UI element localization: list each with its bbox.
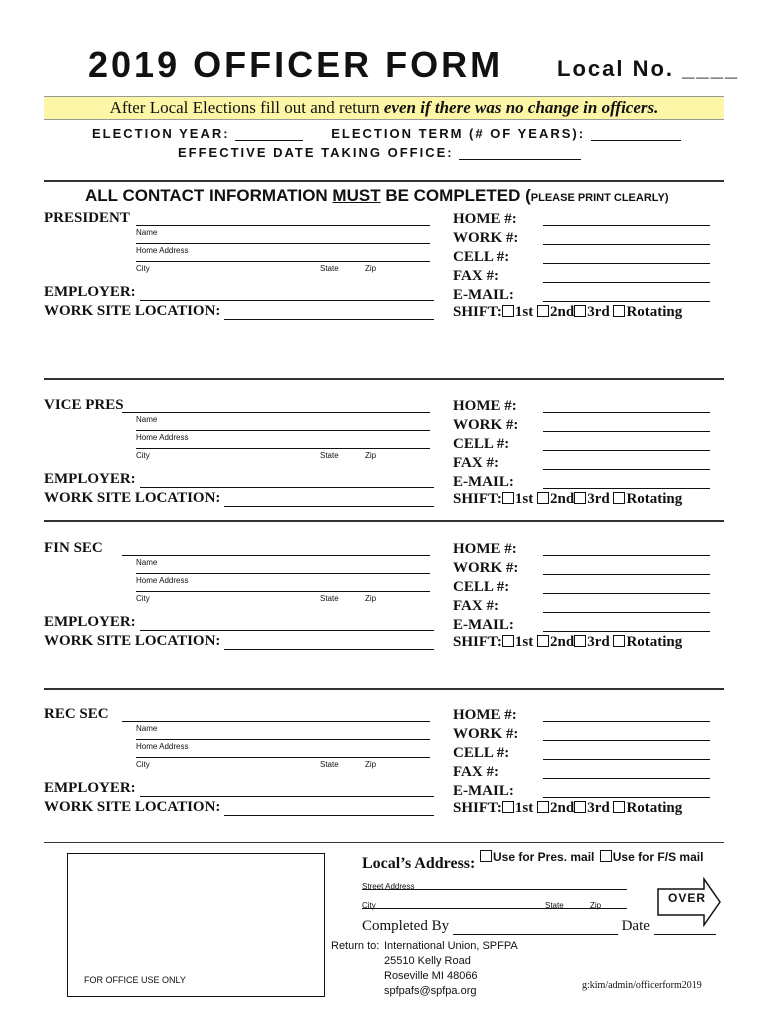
shift-1st-label: 1st [514,491,534,507]
work-site-field[interactable] [224,649,434,650]
shift-3rd-label: 3rd [587,304,610,320]
section-divider [44,688,724,690]
state-label: State [320,264,339,273]
work-site-label: WORK SITE LOCATION: [44,633,221,649]
election-year-field[interactable] [235,127,303,141]
section-divider [44,378,724,380]
home-phone-label: HOME #: [453,398,517,414]
work-phone-field[interactable] [543,431,710,432]
zip-label: Zip [365,760,377,769]
employer-field[interactable] [140,487,434,488]
name-label: Name [136,415,158,424]
shift-2nd-label: 2nd [550,634,575,650]
street-address-label: Street Address [362,882,415,891]
completed-by-row [362,918,716,935]
locals-address-label: Local’s Address: [362,855,476,872]
email-label: E-MAIL: [453,617,514,633]
shift-rotating-label: Rotating [626,800,683,816]
footer-city-label: City [362,901,376,910]
shift-2nd-label: 2nd [550,800,575,816]
state-label: State [320,594,339,603]
work-site-label: WORK SITE LOCATION: [44,303,221,319]
home-address-line[interactable] [136,430,430,431]
shift-row [453,303,682,322]
cell-phone-label: CELL #: [453,579,510,595]
email-label: E-MAIL: [453,287,514,303]
home-phone-label: HOME #: [453,541,517,557]
city-state-zip-line[interactable] [136,448,430,449]
cell-phone-field[interactable] [543,263,710,264]
use-pres-label: Use for Pres. mail [493,850,595,864]
return-to-label: Return to: [331,940,380,952]
fax-label: FAX #: [453,455,499,471]
return-line: 25510 Kelly Road [384,955,471,967]
shift-2nd-checkbox[interactable] [537,635,549,647]
cell-phone-field[interactable] [543,759,710,760]
work-phone-field[interactable] [543,740,710,741]
date-label: Date [621,918,650,934]
section-divider [44,180,724,182]
cell-phone-field[interactable] [543,593,710,594]
use-fs-checkbox[interactable] [600,850,612,862]
fax-label: FAX #: [453,598,499,614]
home-address-line[interactable] [136,243,430,244]
shift-label: SHIFT: [453,800,502,816]
home-address-line[interactable] [136,739,430,740]
city-state-zip-line[interactable] [136,591,430,592]
cell-phone-label: CELL #: [453,249,510,265]
return-line: Roseville MI 48066 [384,970,478,982]
election-term-field[interactable] [591,127,681,141]
shift-label: SHIFT: [453,634,502,650]
work-phone-label: WORK #: [453,726,519,742]
officer-title-label: VICE PRES [44,397,124,413]
employer-label: EMPLOYER: [44,614,136,630]
fax-field[interactable] [543,469,710,470]
shift-label: SHIFT: [453,304,502,320]
city-state-zip-line[interactable] [136,757,430,758]
banner-period: . [654,98,659,117]
effective-date-label: EFFECTIVE DATE TAKING OFFICE: [178,145,454,160]
cell-phone-field[interactable] [543,450,710,451]
home-phone-field[interactable] [543,555,710,556]
home-address-line[interactable] [136,573,430,574]
shift-3rd-label: 3rd [587,491,610,507]
shift-row [453,799,682,818]
city-label: City [136,451,150,460]
home-phone-label: HOME #: [453,211,517,227]
name-line[interactable] [122,412,430,413]
shift-label: SHIFT: [453,491,502,507]
work-phone-field[interactable] [543,574,710,575]
name-label: Name [136,558,158,567]
shift-1st-checkbox[interactable] [502,801,514,813]
shift-1st-label: 1st [514,634,534,650]
fax-field[interactable] [543,282,710,283]
footer-state-label: State [545,901,564,910]
contact-text-post: BE COMPLETED ( [380,186,531,205]
completed-by-field[interactable] [453,922,618,935]
shift-1st-checkbox[interactable] [502,492,514,504]
footer-divider [44,842,724,843]
shift-rotating-label: Rotating [626,304,683,320]
local-number-label: Local No. ____ [557,56,740,81]
city-label: City [136,760,150,769]
election-term-label: ELECTION TERM (# OF YEARS): [331,126,586,141]
return-line: International Union, SPFPA [384,940,518,952]
employer-label: EMPLOYER: [44,471,136,487]
shift-rotating-checkbox[interactable] [613,492,625,504]
shift-2nd-label: 2nd [550,304,575,320]
email-field[interactable] [543,488,710,489]
use-pres-checkbox[interactable] [480,850,492,862]
name-label: Name [136,724,158,733]
election-info-row [92,126,681,141]
home-phone-field[interactable] [543,412,710,413]
office-use-label: FOR OFFICE USE ONLY [84,975,186,985]
contact-text-must: MUST [332,186,381,205]
fax-field[interactable] [543,612,710,613]
contact-instruction [85,186,669,206]
section-divider [44,520,724,522]
email-field[interactable] [543,797,710,798]
shift-1st-checkbox[interactable] [502,305,514,317]
home-address-label: Home Address [136,246,189,255]
officer-title-label: REC SEC [44,706,109,722]
email-label: E-MAIL: [453,474,514,490]
shift-2nd-checkbox[interactable] [537,801,549,813]
shift-2nd-label: 2nd [550,491,575,507]
shift-1st-checkbox[interactable] [502,635,514,647]
effective-date-row [178,145,581,160]
date-field[interactable] [654,922,716,935]
work-phone-field[interactable] [543,244,710,245]
employer-field[interactable] [140,630,434,631]
shift-rotating-label: Rotating [626,491,683,507]
city-state-zip-line[interactable] [136,261,430,262]
work-site-label: WORK SITE LOCATION: [44,799,221,815]
work-site-field[interactable] [224,815,434,816]
name-line[interactable] [122,555,430,556]
work-site-label: WORK SITE LOCATION: [44,490,221,506]
form-title: 2019 OFFICER FORM [88,44,504,85]
employer-field[interactable] [140,300,434,301]
fax-label: FAX #: [453,764,499,780]
shift-rotating-checkbox[interactable] [613,801,625,813]
mail-options [480,850,703,864]
use-fs-label: Use for F/S mail [612,850,704,864]
work-site-field[interactable] [224,319,434,320]
employer-field[interactable] [140,796,434,797]
work-site-field[interactable] [224,506,434,507]
return-line: spfpafs@spfpa.org [384,985,477,997]
footer-zip-label: Zip [590,901,602,910]
contact-text-print: PLEASE PRINT CLEARLY) [530,192,669,204]
home-address-label: Home Address [136,433,189,442]
city-label: City [136,594,150,603]
state-label: State [320,760,339,769]
office-use-box [67,853,325,997]
shift-rotating-checkbox[interactable] [613,305,625,317]
city-line[interactable] [362,908,627,909]
shift-row [453,490,682,509]
shift-3rd-checkbox[interactable] [574,305,586,317]
shift-2nd-checkbox[interactable] [537,492,549,504]
cell-phone-label: CELL #: [453,745,510,761]
work-phone-label: WORK #: [453,417,519,433]
employer-label: EMPLOYER: [44,780,136,796]
home-address-label: Home Address [136,742,189,751]
banner-emphasis: even if there was no change in officers [383,98,655,117]
email-field[interactable] [543,631,710,632]
email-field[interactable] [543,301,710,302]
contact-text-pre: ALL CONTACT INFORMATION [85,186,333,205]
employer-label: EMPLOYER: [44,284,136,300]
zip-label: Zip [365,264,377,273]
fax-field[interactable] [543,778,710,779]
name-label: Name [136,228,158,237]
shift-1st-label: 1st [514,304,534,320]
officer-title-label: PRESIDENT [44,210,130,226]
shift-rotating-label: Rotating [626,634,683,650]
email-label: E-MAIL: [453,783,514,799]
home-phone-field[interactable] [543,225,710,226]
instruction-banner [44,96,724,120]
file-path: g:kim/admin/officerform2019 [582,980,702,991]
completed-by-label: Completed By [362,918,450,934]
shift-3rd-label: 3rd [587,800,610,816]
election-year-label: ELECTION YEAR: [92,126,230,141]
home-address-label: Home Address [136,576,189,585]
officer-title-label: FIN SEC [44,540,103,556]
city-label: City [136,264,150,273]
shift-3rd-checkbox[interactable] [574,492,586,504]
shift-1st-label: 1st [514,800,534,816]
shift-row [453,633,682,652]
zip-label: Zip [365,451,377,460]
shift-2nd-checkbox[interactable] [537,305,549,317]
home-phone-field[interactable] [543,721,710,722]
name-line[interactable] [136,225,430,226]
home-phone-label: HOME #: [453,707,517,723]
shift-rotating-checkbox[interactable] [613,635,625,647]
name-line[interactable] [122,721,430,722]
return-address [384,939,518,999]
zip-label: Zip [365,594,377,603]
state-label: State [320,451,339,460]
work-phone-label: WORK #: [453,560,519,576]
cell-phone-label: CELL #: [453,436,510,452]
fax-label: FAX #: [453,268,499,284]
shift-3rd-checkbox[interactable] [574,635,586,647]
shift-3rd-checkbox[interactable] [574,801,586,813]
banner-text: After Local Elections fill out and return [109,98,384,117]
effective-date-field[interactable] [459,146,581,160]
work-phone-label: WORK #: [453,230,519,246]
shift-3rd-label: 3rd [587,634,610,650]
over-label: OVER [668,891,707,905]
